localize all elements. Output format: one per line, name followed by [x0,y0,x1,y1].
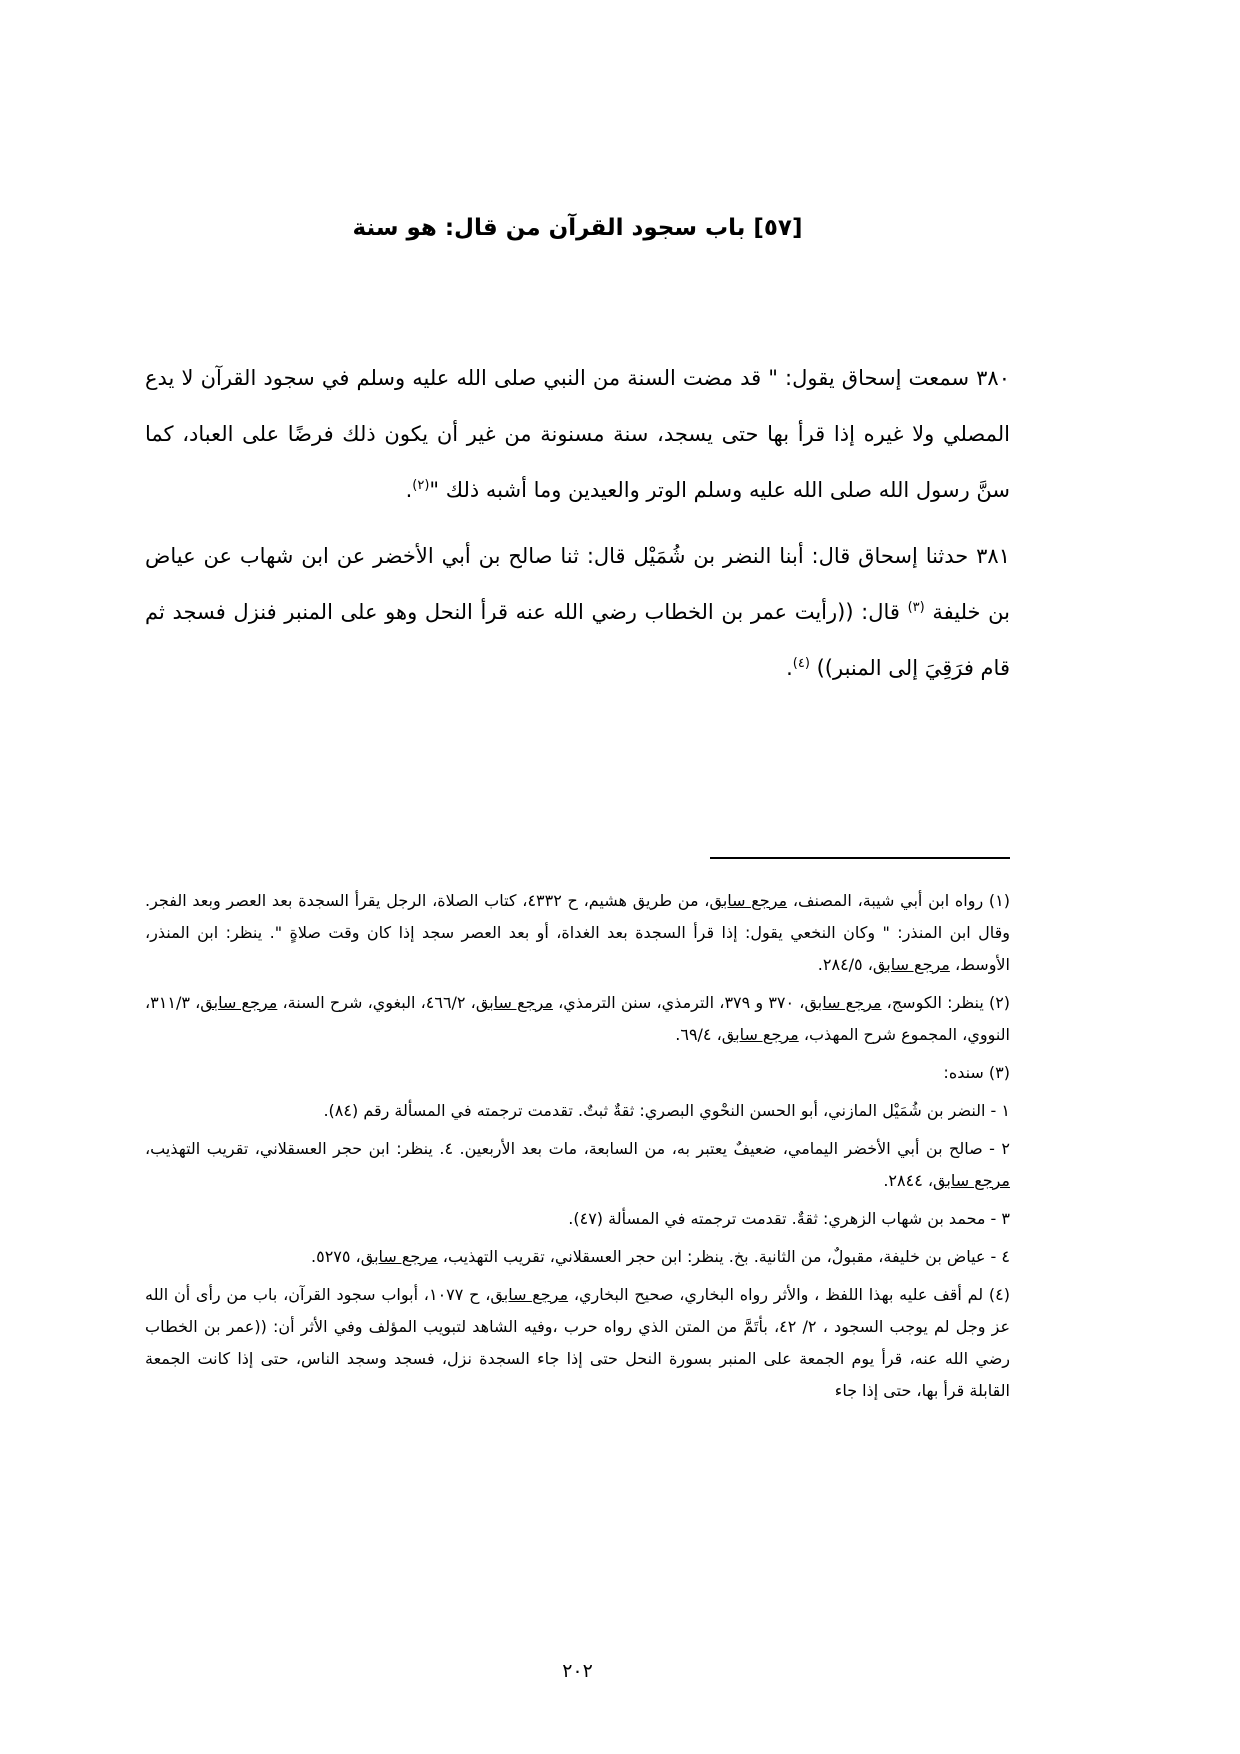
footnote-4 [145,1279,1010,1407]
isnad-item-4-reference: مرجع سابق [360,1247,438,1266]
isnad-item-3: ٣ - محمد بن شهاب الزهري: ثقةٌ. تقدمت ترجمته في المسألة (٤٧). [568,1209,1010,1228]
footnote-1-reference-2: مرجع سابق [872,955,950,974]
footnote-2-text-b: ، ٣٧٠ و ٣٧٩، الترمذي، سنن الترمذي، [552,993,805,1012]
footnote-divider [710,857,1010,859]
isnad-item-4-text-b: ، ٥٢٧٥. [311,1247,361,1266]
paragraph-381-end: . [786,656,793,680]
footnote-1-text-c: ، ٢٨٤/٥. [817,955,873,974]
paragraph-381-text-a: ٣٨١ حدثنا إسحاق قال: أبنا النضر بن شُمَيْل قال: ثنا صالح بن أبي الأخضر عن ابن شهاب عن عياض بن خليفة [145,544,1010,624]
footnote-2-reference-2: مرجع سابق [475,993,553,1012]
footnote-1-text-a: (١) رواه ابن أبي شيبة، المصنف، [787,891,1011,910]
footnote-ref-3[interactable]: (٣) [907,600,925,615]
isnad-item-4-text-a: ٤ - عياض بن خليفة، مقبولٌ، من الثانية. بخ. ينظر: ابن حجر العسقلاني، تقريب التهذيب، [437,1247,1010,1266]
isnad-item-2-text-b: ، ٢٨٤٤. [883,1171,934,1190]
footnote-4-reference: مرجع سابق [490,1285,569,1304]
footnote-ref-2[interactable]: (٢) [412,478,430,493]
footnote-4-text-a: (٤) لم أقف عليه بهذا اللفظ ، والأثر رواه البخاري، صحيح البخاري، [568,1285,1011,1304]
footnote-2-reference-4: مرجع سابق [721,1025,799,1044]
footnote-2-text-a: (٢) ينظر: الكوسج، [881,993,1011,1012]
footnote-2 [145,987,1010,1051]
isnad-item-4 [145,1241,1010,1273]
footnote-4-text-b: ، ح ١٠٧٧، أبواب سجود القرآن، باب من رأى أن الله عز وجل لم يوجب السجود ، ٢/ ٤٢، بأتَمَّ من المتن الذي رواه حرب ،وفيه الشاهد لتبويب المؤلف وفي الأثر أن: ((عمر بن الخطاب رضي الله عنه، قرأ يوم الجمعة على المنبر بسورة النحل حتى إذا جاء السجدة نزل، فسجد وسجد الناس، حتى إذا كانت الجمعة القابلة قرأ بها، حتى إذا جاء [145,1285,1011,1400]
footnote-2-text-e: ، ٦٩/٤. [675,1025,722,1044]
footnote-2-reference-1: مرجع سابق [804,993,882,1012]
chapter-title: [٥٧] باب سجود القرآن من قال: هو سنة [352,215,803,241]
main-text [145,350,1010,696]
paragraph-380-end: . [405,478,413,502]
footnote-2-reference-3: مرجع سابق [200,993,278,1012]
isnad-item-2-reference: مرجع سابق [933,1171,1010,1190]
isnad-item-2 [145,1133,1010,1197]
footnote-2-text-d: ، ٣١١/٣، النووي، المجموع شرح المهذب، [145,993,1010,1044]
paragraph-380-text: ٣٨٠ سمعت إسحاق يقول: " قد مضت السنة من النبي صلى الله عليه وسلم في سجود القرآن لا يدع المصلي ولا غيره إذا قرأ بها حتى يسجد، سنة مسنونة من غير أن يكون ذلك فرضًا على العباد، كما سنَّ رسول الله صلى الله عليه وسلم الوتر والعيدين وما أشبه ذلك " [145,366,1010,502]
paragraph-381-text-b: قال: ((رأيت عمر بن الخطاب رضي الله عنه قرأ النحل وهو على المنبر فنزل فسجد ثم قام فرَقِيَ إلى المنبر)) [145,600,1010,680]
footnote-2-text-c: ، ٤٦٦/٢، البغوي، شرح السنة، [277,993,476,1012]
footnote-3: (٣) سنده: [943,1063,1010,1082]
footnote-1-reference: مرجع سابق [709,891,788,910]
footnote-1-text-b: ، من طريق هشيم، ح ٤٣٣٢، كتاب الصلاة، الرجل يقرأ السجدة بعد العصر وبعد الفجر. وقال ابن المنذر: " وكان النخعي يقول: إذا قرأ السجدة بعد الغداة، أو بعد العصر سجد إذا كان وقت صلاةٍ ". ينظر: ابن المنذر، الأوسط، [145,891,1010,974]
isnad-item-2-text-a: ٢ - صالح بن أبي الأخضر اليمامي، ضعيفٌ يعتبر به، من السابعة، مات بعد الأربعين. ٤. ينظر: ابن حجر العسقلاني، تقريب التهذيب، [145,1139,1011,1158]
paragraph-381 [145,528,1010,696]
document-page [145,0,1010,1754]
footnote-1 [145,885,1010,981]
footnotes [145,885,1010,1413]
page-number: ٢٠٢ [562,1660,593,1682]
footnote-ref-4[interactable]: (٤) [792,656,810,671]
isnad-item-1: ١ - النضر بن شُمَيْل المازني، أبو الحسن النحْوي البصري: ثقةٌ ثبتٌ. تقدمت ترجمته في المسألة رقم (٨٤). [323,1101,1010,1120]
paragraph-380 [145,350,1010,518]
